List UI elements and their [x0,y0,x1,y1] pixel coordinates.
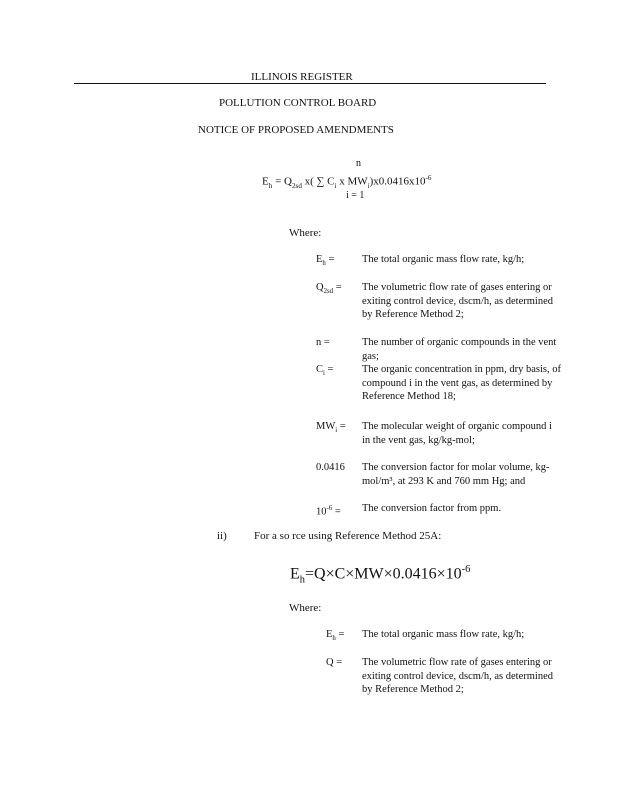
header-rule [74,83,546,84]
equation1-summation-lower: i = 1 [346,190,365,201]
register-title: ILLINOIS REGISTER [251,71,353,83]
board-title: POLLUTION CONTROL BOARD [219,97,377,109]
equation1: $E_h = Q_{2sd}$ x( ∑ $C_i$ x $MW_i)x0.0416x10^{-6}$ [262,174,432,190]
equation2: $E_h=Q\times C\times MW\times 0.0416\times 10^{-6}$ [290,564,471,586]
item-ii-label: ii) [217,530,227,542]
notice-title: NOTICE OF PROPOSED AMENDMENTS [198,124,394,136]
where-label-1: Where: [289,227,322,239]
where-label-2: Where: [289,602,322,614]
item-ii-text: For a so rce using Reference Method 25A: [254,530,442,542]
equation1-summation-upper: n [356,158,361,169]
